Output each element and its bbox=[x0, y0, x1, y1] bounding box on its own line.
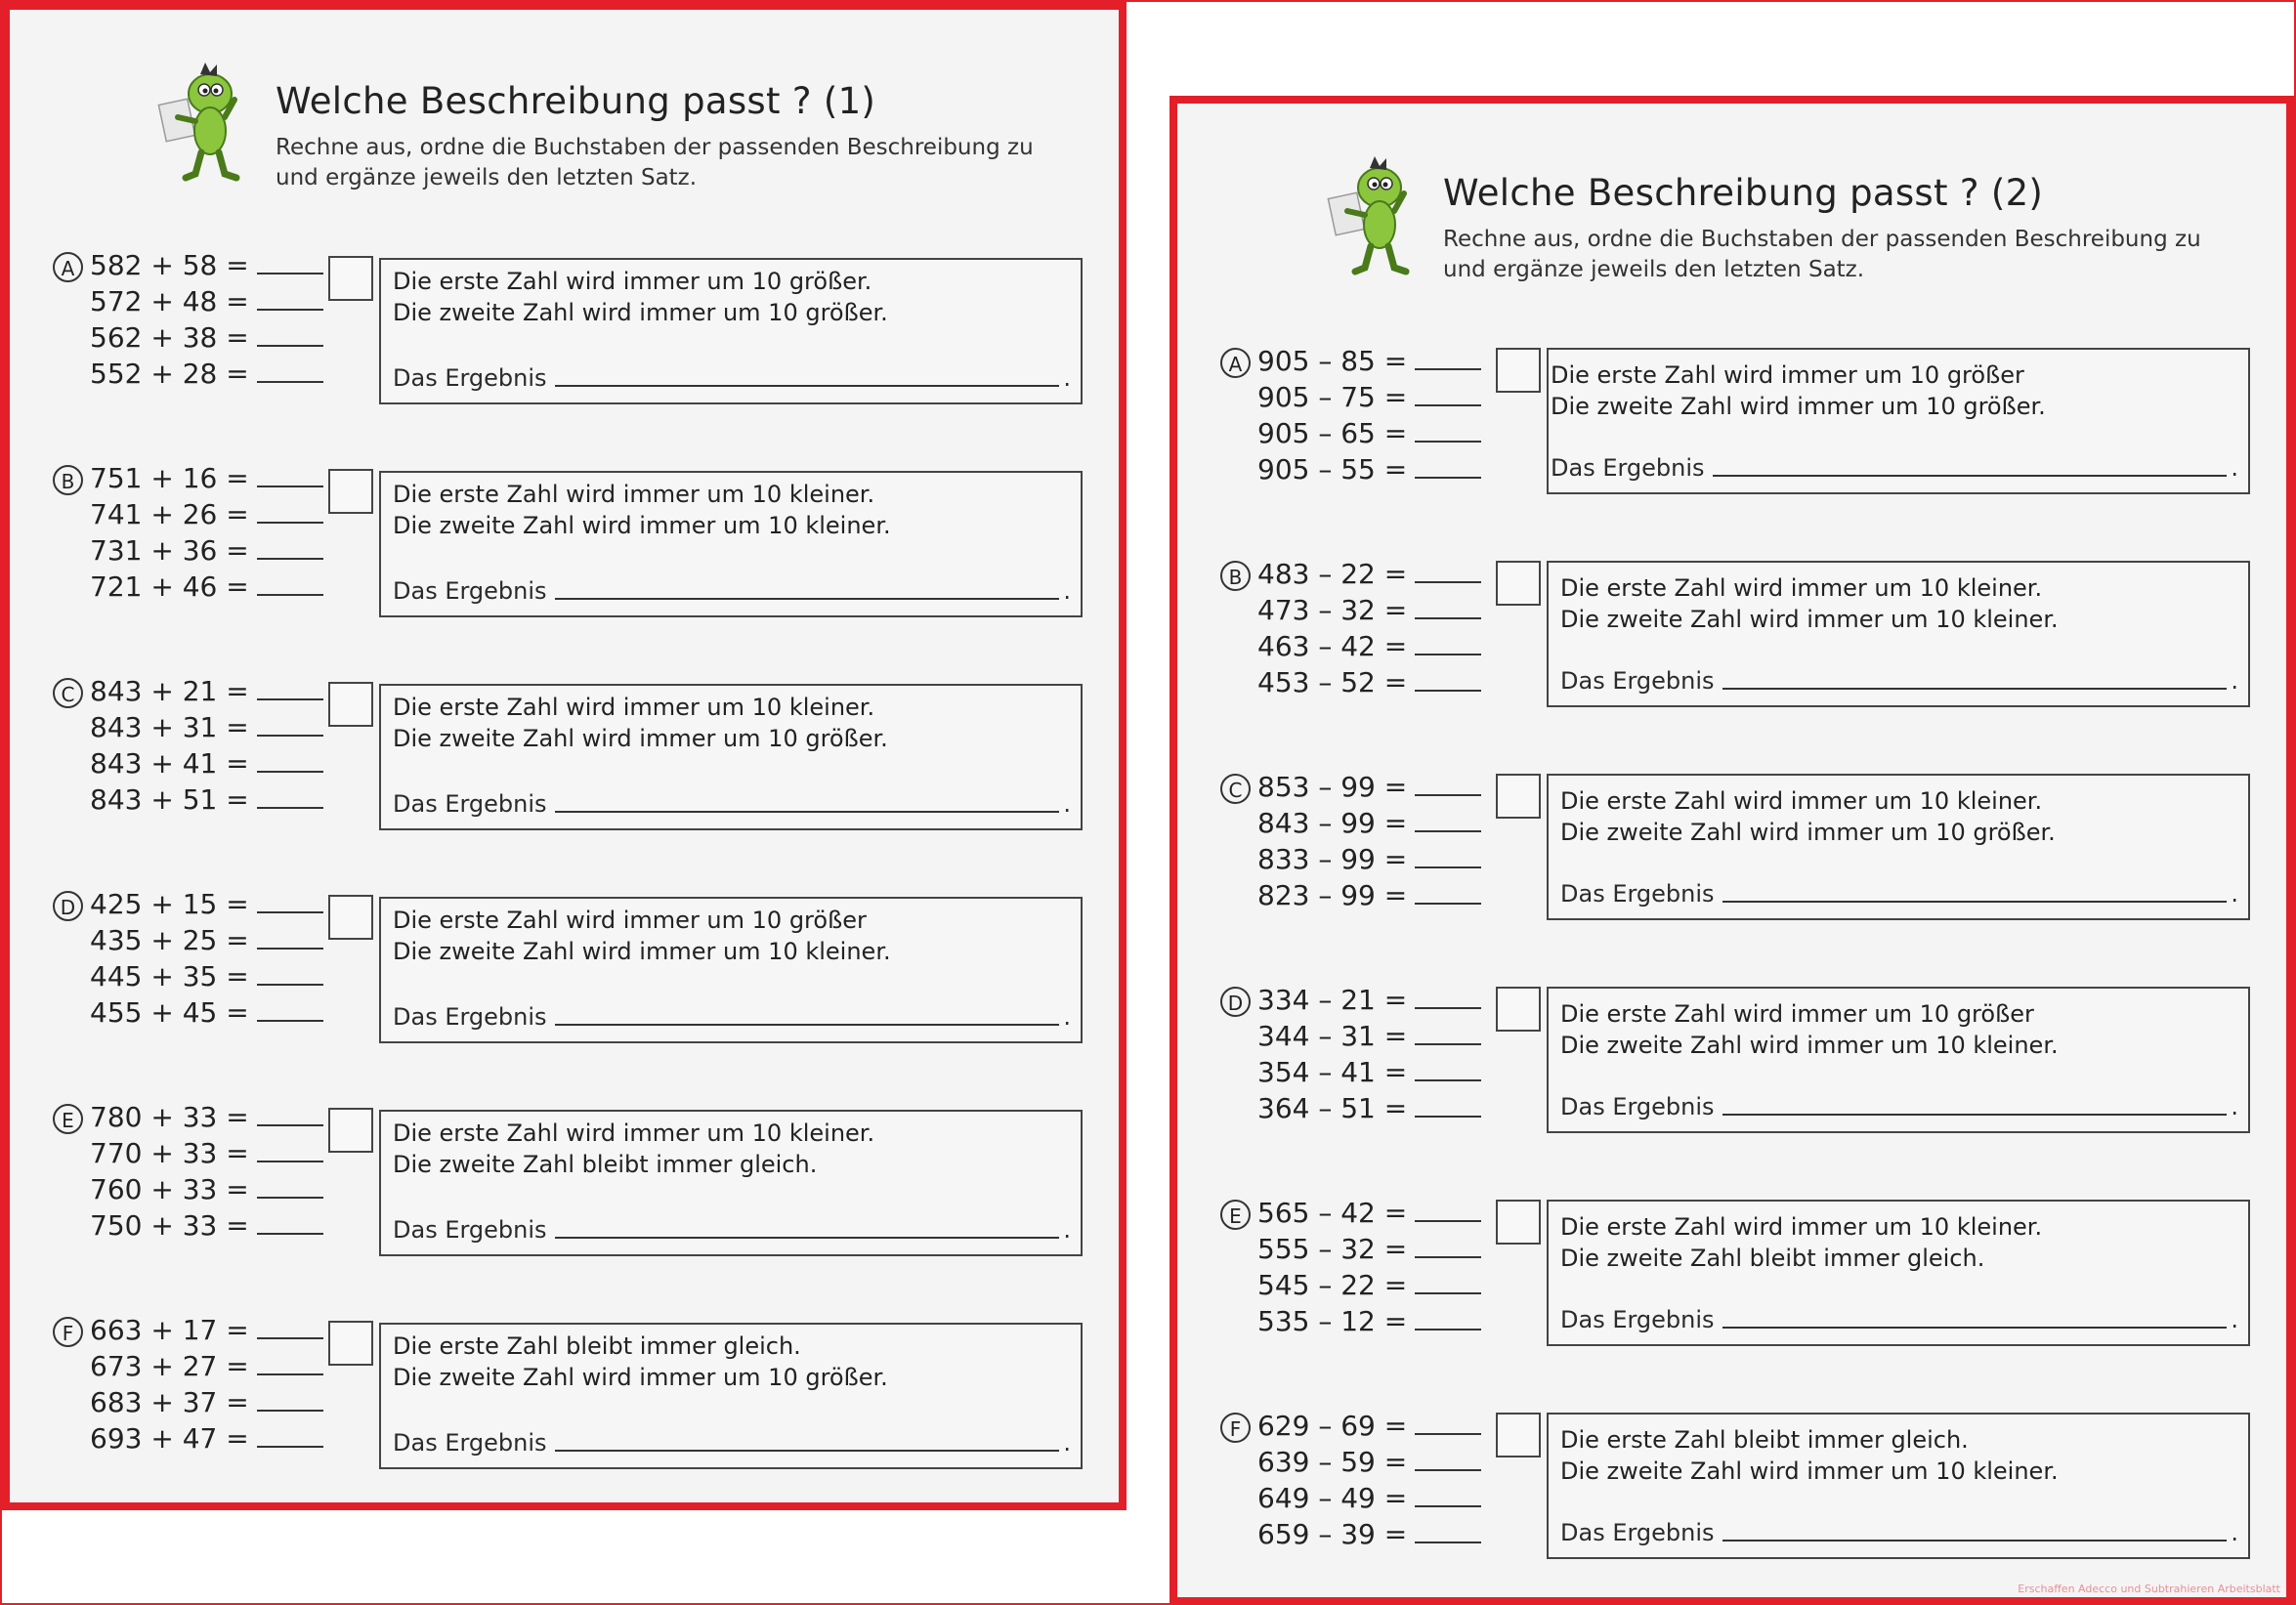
result-label: Das Ergebnis bbox=[1560, 667, 1715, 695]
equation-text: 843 – 99 = bbox=[1257, 807, 1408, 839]
answer-blank[interactable] bbox=[1415, 1271, 1481, 1294]
description-line-2: Die zweite Zahl wird immer um 10 größer. bbox=[1560, 819, 2056, 846]
task-letter: B bbox=[53, 465, 83, 495]
description-line-2: Die zweite Zahl wird immer um 10 kleiner. bbox=[1560, 606, 2059, 633]
worksheet-1 bbox=[2, 2, 1127, 1510]
equation-text: 833 – 99 = bbox=[1257, 843, 1408, 875]
equation bbox=[1257, 842, 1481, 877]
result-sentence bbox=[393, 363, 1071, 393]
equation bbox=[90, 320, 323, 356]
equation bbox=[90, 1385, 323, 1420]
equation bbox=[1257, 1409, 1481, 1444]
equation bbox=[90, 887, 323, 922]
answer-blank[interactable] bbox=[257, 998, 323, 1022]
task-letter: A bbox=[53, 252, 83, 282]
instructions-line-2: und ergänze jeweils den letzten Satz. bbox=[1443, 257, 1865, 282]
answer-blank[interactable] bbox=[1415, 986, 1481, 1009]
task-letter: E bbox=[53, 1104, 83, 1134]
task-f bbox=[53, 1314, 1147, 1473]
task-b bbox=[53, 462, 1147, 621]
description-line-2: Die zweite Zahl wird immer um 10 größer. bbox=[393, 299, 888, 326]
result-period: . bbox=[1063, 790, 1071, 818]
answer-blank[interactable] bbox=[1415, 668, 1481, 692]
equation-text: 455 + 45 = bbox=[90, 996, 249, 1029]
result-blank[interactable] bbox=[1722, 1325, 2228, 1329]
instructions-line-1: Rechne aus, ordne die Buchstaben der passenden Beschreibung zu bbox=[276, 135, 1034, 160]
description-line-1: Die erste Zahl wird immer um 10 größer bbox=[1560, 1000, 2034, 1028]
result-period: . bbox=[2231, 1306, 2238, 1333]
equation-text: 582 + 58 = bbox=[90, 249, 249, 281]
equation-text: 555 – 32 = bbox=[1257, 1233, 1408, 1265]
answer-blank[interactable] bbox=[257, 323, 323, 347]
letter-answer-box[interactable] bbox=[1496, 1200, 1541, 1245]
equation-text: 639 – 59 = bbox=[1257, 1446, 1408, 1478]
letter-answer-box[interactable] bbox=[328, 682, 373, 727]
equation bbox=[90, 1100, 323, 1135]
equation-text: 731 + 36 = bbox=[90, 534, 249, 567]
result-sentence bbox=[1551, 453, 2238, 483]
equation bbox=[90, 674, 323, 709]
answer-blank[interactable] bbox=[257, 464, 323, 487]
equation-text: 483 – 22 = bbox=[1257, 558, 1408, 590]
answer-blank[interactable] bbox=[1415, 632, 1481, 655]
answer-blank[interactable] bbox=[1415, 1307, 1481, 1330]
equation-text: 683 + 37 = bbox=[90, 1386, 249, 1418]
description-line-2: Die zweite Zahl wird immer um 10 größer. bbox=[1551, 393, 2046, 420]
equation bbox=[90, 1136, 323, 1171]
result-label: Das Ergebnis bbox=[1560, 1306, 1715, 1333]
equation bbox=[90, 1172, 323, 1207]
task-letter: E bbox=[1220, 1200, 1251, 1230]
task-c bbox=[53, 675, 1147, 834]
description-box bbox=[1547, 987, 2250, 1133]
equation bbox=[1257, 593, 1481, 628]
result-blank[interactable] bbox=[555, 1448, 1060, 1452]
equation bbox=[90, 284, 323, 319]
equation-text: 473 – 32 = bbox=[1257, 594, 1408, 626]
answer-blank[interactable] bbox=[1415, 1199, 1481, 1222]
equation-text: 843 + 51 = bbox=[90, 783, 249, 816]
equation-text: 545 – 22 = bbox=[1257, 1269, 1408, 1301]
equation bbox=[90, 923, 323, 958]
description-box bbox=[379, 684, 1083, 830]
equation bbox=[1257, 1517, 1481, 1552]
answer-blank[interactable] bbox=[1415, 1235, 1481, 1258]
equation bbox=[1257, 1196, 1481, 1231]
letter-answer-box[interactable] bbox=[1496, 561, 1541, 606]
result-sentence bbox=[1560, 1305, 2238, 1334]
equation-text: 445 + 35 = bbox=[90, 960, 249, 993]
equation-text: 435 + 25 = bbox=[90, 924, 249, 956]
task-letter: F bbox=[53, 1317, 83, 1347]
equation bbox=[1257, 1232, 1481, 1267]
result-blank[interactable] bbox=[555, 596, 1060, 600]
answer-blank[interactable] bbox=[1415, 1022, 1481, 1045]
letter-answer-box[interactable] bbox=[1496, 1413, 1541, 1457]
equation bbox=[1257, 1091, 1481, 1126]
answer-blank[interactable] bbox=[257, 500, 323, 524]
answer-blank[interactable] bbox=[257, 1139, 323, 1162]
letter-answer-box[interactable] bbox=[328, 469, 373, 514]
result-sentence bbox=[393, 1002, 1071, 1032]
description-box bbox=[1547, 1413, 2250, 1559]
equation-text: 565 – 42 = bbox=[1257, 1197, 1408, 1229]
answer-blank[interactable] bbox=[257, 359, 323, 383]
answer-blank[interactable] bbox=[257, 890, 323, 913]
instructions bbox=[276, 133, 1057, 193]
equation-text: 649 – 49 = bbox=[1257, 1482, 1408, 1514]
description-line-1: Die erste Zahl bleibt immer gleich. bbox=[393, 1332, 801, 1360]
answer-blank[interactable] bbox=[257, 287, 323, 311]
equation bbox=[90, 533, 323, 569]
answer-blank[interactable] bbox=[257, 713, 323, 737]
instructions-line-1: Rechne aus, ordne die Buchstaben der passenden Beschreibung zu bbox=[1443, 227, 2201, 252]
answer-blank[interactable] bbox=[257, 1424, 323, 1448]
equation bbox=[90, 461, 323, 496]
equation bbox=[1257, 416, 1481, 451]
equation-text: 629 – 69 = bbox=[1257, 1410, 1408, 1442]
answer-blank[interactable] bbox=[1415, 1412, 1481, 1435]
description-line-2: Die zweite Zahl wird immer um 10 kleiner. bbox=[393, 938, 891, 965]
page-title: Welche Beschreibung passt ? (2) bbox=[1443, 172, 2044, 214]
answer-blank[interactable] bbox=[1415, 347, 1481, 370]
answer-blank[interactable] bbox=[1415, 1058, 1481, 1081]
answer-blank[interactable] bbox=[1415, 1520, 1481, 1543]
description-line-1: Die erste Zahl wird immer um 10 kleiner. bbox=[393, 481, 875, 508]
result-label: Das Ergebnis bbox=[393, 1429, 547, 1457]
equation bbox=[90, 570, 323, 605]
monster-mascot-icon bbox=[156, 61, 250, 186]
result-blank[interactable] bbox=[1713, 473, 2228, 477]
equation-text: 760 + 33 = bbox=[90, 1173, 249, 1205]
result-label: Das Ergebnis bbox=[393, 790, 547, 818]
equation-text: 673 + 27 = bbox=[90, 1350, 249, 1382]
letter-answer-box[interactable] bbox=[328, 895, 373, 940]
task-f bbox=[1220, 1410, 2296, 1569]
answer-blank[interactable] bbox=[1415, 809, 1481, 832]
equation-text: 693 + 47 = bbox=[90, 1422, 249, 1455]
answer-blank[interactable] bbox=[257, 1316, 323, 1339]
equation bbox=[90, 248, 323, 283]
letter-answer-box[interactable] bbox=[1496, 774, 1541, 819]
equation bbox=[1257, 770, 1481, 805]
equation bbox=[90, 1421, 323, 1457]
equation bbox=[90, 1313, 323, 1348]
result-label: Das Ergebnis bbox=[1551, 454, 1705, 482]
equation bbox=[90, 746, 323, 781]
equation-text: 750 + 33 = bbox=[90, 1209, 249, 1242]
equation-text: 751 + 16 = bbox=[90, 462, 249, 494]
equation bbox=[90, 782, 323, 818]
task-letter: A bbox=[1220, 348, 1251, 378]
equation-text: 334 – 21 = bbox=[1257, 984, 1408, 1016]
equation bbox=[1257, 629, 1481, 664]
equation-text: 463 – 42 = bbox=[1257, 630, 1408, 662]
answer-blank[interactable] bbox=[1415, 773, 1481, 796]
result-period: . bbox=[1063, 577, 1071, 605]
equation bbox=[1257, 983, 1481, 1018]
answer-blank[interactable] bbox=[257, 785, 323, 809]
equation-text: 663 + 17 = bbox=[90, 1314, 249, 1346]
result-label: Das Ergebnis bbox=[1560, 1093, 1715, 1120]
task-letter: D bbox=[53, 891, 83, 921]
answer-blank[interactable] bbox=[1415, 845, 1481, 868]
equation-text: 552 + 28 = bbox=[90, 358, 249, 390]
description-line-1: Die erste Zahl wird immer um 10 kleiner. bbox=[1560, 574, 2043, 602]
answer-blank[interactable] bbox=[257, 962, 323, 986]
task-letter: D bbox=[1220, 987, 1251, 1017]
equation-text: 562 + 38 = bbox=[90, 321, 249, 354]
result-label: Das Ergebnis bbox=[1560, 1519, 1715, 1546]
answer-blank[interactable] bbox=[257, 572, 323, 596]
answer-blank[interactable] bbox=[257, 1352, 323, 1375]
result-sentence bbox=[1560, 1518, 2238, 1547]
equation bbox=[1257, 1481, 1481, 1516]
equation-text: 572 + 48 = bbox=[90, 285, 249, 317]
result-blank[interactable] bbox=[555, 383, 1060, 387]
description-line-1: Die erste Zahl wird immer um 10 größer bbox=[1551, 361, 2024, 389]
result-period: . bbox=[2231, 454, 2238, 482]
task-letter: C bbox=[53, 678, 83, 708]
description-line-2: Die zweite Zahl wird immer um 10 größer. bbox=[393, 725, 888, 752]
task-letter: F bbox=[1220, 1413, 1251, 1443]
description-line-2: Die zweite Zahl wird immer um 10 kleiner. bbox=[393, 512, 891, 539]
task-letter: B bbox=[1220, 561, 1251, 591]
equation bbox=[90, 959, 323, 994]
result-period: . bbox=[2231, 1519, 2238, 1546]
equation bbox=[1257, 1055, 1481, 1090]
answer-blank[interactable] bbox=[257, 1211, 323, 1235]
answer-blank[interactable] bbox=[257, 536, 323, 560]
result-sentence bbox=[393, 789, 1071, 819]
result-period: . bbox=[1063, 1216, 1071, 1244]
letter-answer-box[interactable] bbox=[328, 256, 373, 301]
description-line-2: Die zweite Zahl wird immer um 10 kleiner. bbox=[1560, 1457, 2059, 1485]
monster-mascot-icon bbox=[1326, 154, 1420, 279]
equation bbox=[1257, 344, 1481, 379]
equation-text: 721 + 46 = bbox=[90, 570, 249, 603]
equation bbox=[90, 497, 323, 532]
result-blank[interactable] bbox=[1722, 686, 2228, 690]
result-period: . bbox=[1063, 364, 1071, 392]
equation bbox=[1257, 1304, 1481, 1339]
task-b bbox=[1220, 558, 2296, 717]
description-box bbox=[1547, 774, 2250, 920]
equation-text: 780 + 33 = bbox=[90, 1101, 249, 1133]
equation bbox=[1257, 557, 1481, 592]
answer-blank[interactable] bbox=[1415, 1484, 1481, 1507]
result-blank[interactable] bbox=[1722, 1538, 2228, 1542]
equation-text: 843 + 31 = bbox=[90, 711, 249, 743]
result-label: Das Ergebnis bbox=[1560, 880, 1715, 908]
letter-answer-box[interactable] bbox=[1496, 987, 1541, 1032]
result-sentence bbox=[393, 576, 1071, 606]
equation-text: 853 – 99 = bbox=[1257, 771, 1408, 803]
equation bbox=[90, 1208, 323, 1244]
equation bbox=[90, 1349, 323, 1384]
answer-blank[interactable] bbox=[257, 1175, 323, 1199]
equation-text: 905 – 75 = bbox=[1257, 381, 1408, 413]
worksheet-2 bbox=[1169, 96, 2294, 1605]
page-title: Welche Beschreibung passt ? (1) bbox=[276, 80, 876, 122]
answer-blank[interactable] bbox=[257, 749, 323, 773]
equation-text: 823 – 99 = bbox=[1257, 879, 1408, 911]
equation-text: 354 – 41 = bbox=[1257, 1056, 1408, 1088]
result-sentence bbox=[1560, 1092, 2238, 1121]
equation bbox=[1257, 1268, 1481, 1303]
equation-text: 344 – 31 = bbox=[1257, 1020, 1408, 1052]
result-blank[interactable] bbox=[555, 1235, 1060, 1239]
equation-text: 770 + 33 = bbox=[90, 1137, 249, 1169]
task-e bbox=[1220, 1197, 2296, 1356]
equation bbox=[1257, 452, 1481, 487]
result-blank[interactable] bbox=[555, 809, 1060, 813]
equation bbox=[1257, 1019, 1481, 1054]
description-box bbox=[379, 1110, 1083, 1256]
answer-blank[interactable] bbox=[1415, 1094, 1481, 1118]
result-blank[interactable] bbox=[555, 1022, 1060, 1026]
task-a bbox=[53, 249, 1147, 408]
result-sentence bbox=[393, 1428, 1071, 1457]
equation bbox=[90, 710, 323, 745]
description-box bbox=[1547, 561, 2250, 707]
answer-blank[interactable] bbox=[1415, 419, 1481, 443]
answer-blank[interactable] bbox=[1415, 383, 1481, 406]
description-box bbox=[379, 471, 1083, 617]
description-line-2: Die zweite Zahl bleibt immer gleich. bbox=[1560, 1245, 1985, 1272]
description-line-1: Die erste Zahl wird immer um 10 kleiner. bbox=[393, 1119, 875, 1147]
description-box bbox=[1547, 348, 2250, 494]
watermark: Erschaffen Adecco und Subtrahieren Arbeitsblatt bbox=[2018, 1583, 2280, 1595]
equation-text: 905 – 85 = bbox=[1257, 345, 1408, 377]
result-label: Das Ergebnis bbox=[393, 1003, 547, 1031]
result-blank[interactable] bbox=[1722, 899, 2228, 903]
instructions-line-2: und ergänze jeweils den letzten Satz. bbox=[276, 165, 698, 190]
equation-text: 905 – 65 = bbox=[1257, 417, 1408, 449]
description-box bbox=[379, 1323, 1083, 1469]
description-box bbox=[379, 258, 1083, 404]
equation-text: 453 – 52 = bbox=[1257, 666, 1408, 698]
result-blank[interactable] bbox=[1722, 1112, 2228, 1116]
description-line-2: Die zweite Zahl wird immer um 10 größer. bbox=[393, 1364, 888, 1391]
description-line-1: Die erste Zahl wird immer um 10 kleiner. bbox=[1560, 1213, 2043, 1241]
result-sentence bbox=[1560, 666, 2238, 696]
answer-blank[interactable] bbox=[257, 677, 323, 700]
answer-blank[interactable] bbox=[257, 1388, 323, 1412]
task-letter: C bbox=[1220, 774, 1251, 804]
result-sentence bbox=[1560, 879, 2238, 908]
description-line-2: Die zweite Zahl wird immer um 10 kleiner. bbox=[1560, 1032, 2059, 1059]
equation bbox=[1257, 1445, 1481, 1480]
result-label: Das Ergebnis bbox=[393, 577, 547, 605]
description-line-2: Die zweite Zahl bleibt immer gleich. bbox=[393, 1151, 818, 1178]
letter-answer-box[interactable] bbox=[328, 1321, 373, 1366]
answer-blank[interactable] bbox=[257, 251, 323, 275]
description-line-1: Die erste Zahl wird immer um 10 größer bbox=[393, 907, 867, 934]
description-box bbox=[379, 897, 1083, 1043]
equation bbox=[90, 357, 323, 392]
result-period: . bbox=[2231, 667, 2238, 695]
answer-blank[interactable] bbox=[1415, 596, 1481, 619]
result-sentence bbox=[393, 1215, 1071, 1245]
answer-blank[interactable] bbox=[1415, 1448, 1481, 1471]
answer-blank[interactable] bbox=[1415, 560, 1481, 583]
equation bbox=[1257, 380, 1481, 415]
equation bbox=[1257, 665, 1481, 700]
description-line-1: Die erste Zahl bleibt immer gleich. bbox=[1560, 1426, 1969, 1454]
equation bbox=[90, 995, 323, 1031]
result-label: Das Ergebnis bbox=[393, 1216, 547, 1244]
equation-text: 364 – 51 = bbox=[1257, 1092, 1408, 1124]
equation-text: 741 + 26 = bbox=[90, 498, 249, 530]
equation-text: 905 – 55 = bbox=[1257, 453, 1408, 486]
equation-text: 843 + 41 = bbox=[90, 747, 249, 780]
equation-text: 425 + 15 = bbox=[90, 888, 249, 920]
result-period: . bbox=[1063, 1429, 1071, 1457]
task-c bbox=[1220, 771, 2296, 930]
description-box bbox=[1547, 1200, 2250, 1346]
equation-text: 535 – 12 = bbox=[1257, 1305, 1408, 1337]
result-period: . bbox=[2231, 1093, 2238, 1120]
result-period: . bbox=[2231, 880, 2238, 908]
equation bbox=[1257, 806, 1481, 841]
description-line-1: Die erste Zahl wird immer um 10 größer. bbox=[393, 268, 872, 295]
answer-blank[interactable] bbox=[257, 1103, 323, 1126]
result-label: Das Ergebnis bbox=[393, 364, 547, 392]
answer-blank[interactable] bbox=[1415, 881, 1481, 905]
task-a bbox=[1220, 345, 2296, 504]
letter-answer-box[interactable] bbox=[328, 1108, 373, 1153]
task-e bbox=[53, 1101, 1147, 1260]
instructions bbox=[1443, 225, 2225, 285]
equation-text: 843 + 21 = bbox=[90, 675, 249, 707]
description-line-1: Die erste Zahl wird immer um 10 kleiner. bbox=[1560, 787, 2043, 815]
answer-blank[interactable] bbox=[257, 926, 323, 950]
letter-answer-box[interactable] bbox=[1496, 348, 1541, 393]
answer-blank[interactable] bbox=[1415, 455, 1481, 479]
equation-text: 659 – 39 = bbox=[1257, 1518, 1408, 1550]
task-d bbox=[53, 888, 1147, 1047]
task-d bbox=[1220, 984, 2296, 1143]
result-period: . bbox=[1063, 1003, 1071, 1031]
equation bbox=[1257, 878, 1481, 913]
description-line-1: Die erste Zahl wird immer um 10 kleiner. bbox=[393, 694, 875, 721]
